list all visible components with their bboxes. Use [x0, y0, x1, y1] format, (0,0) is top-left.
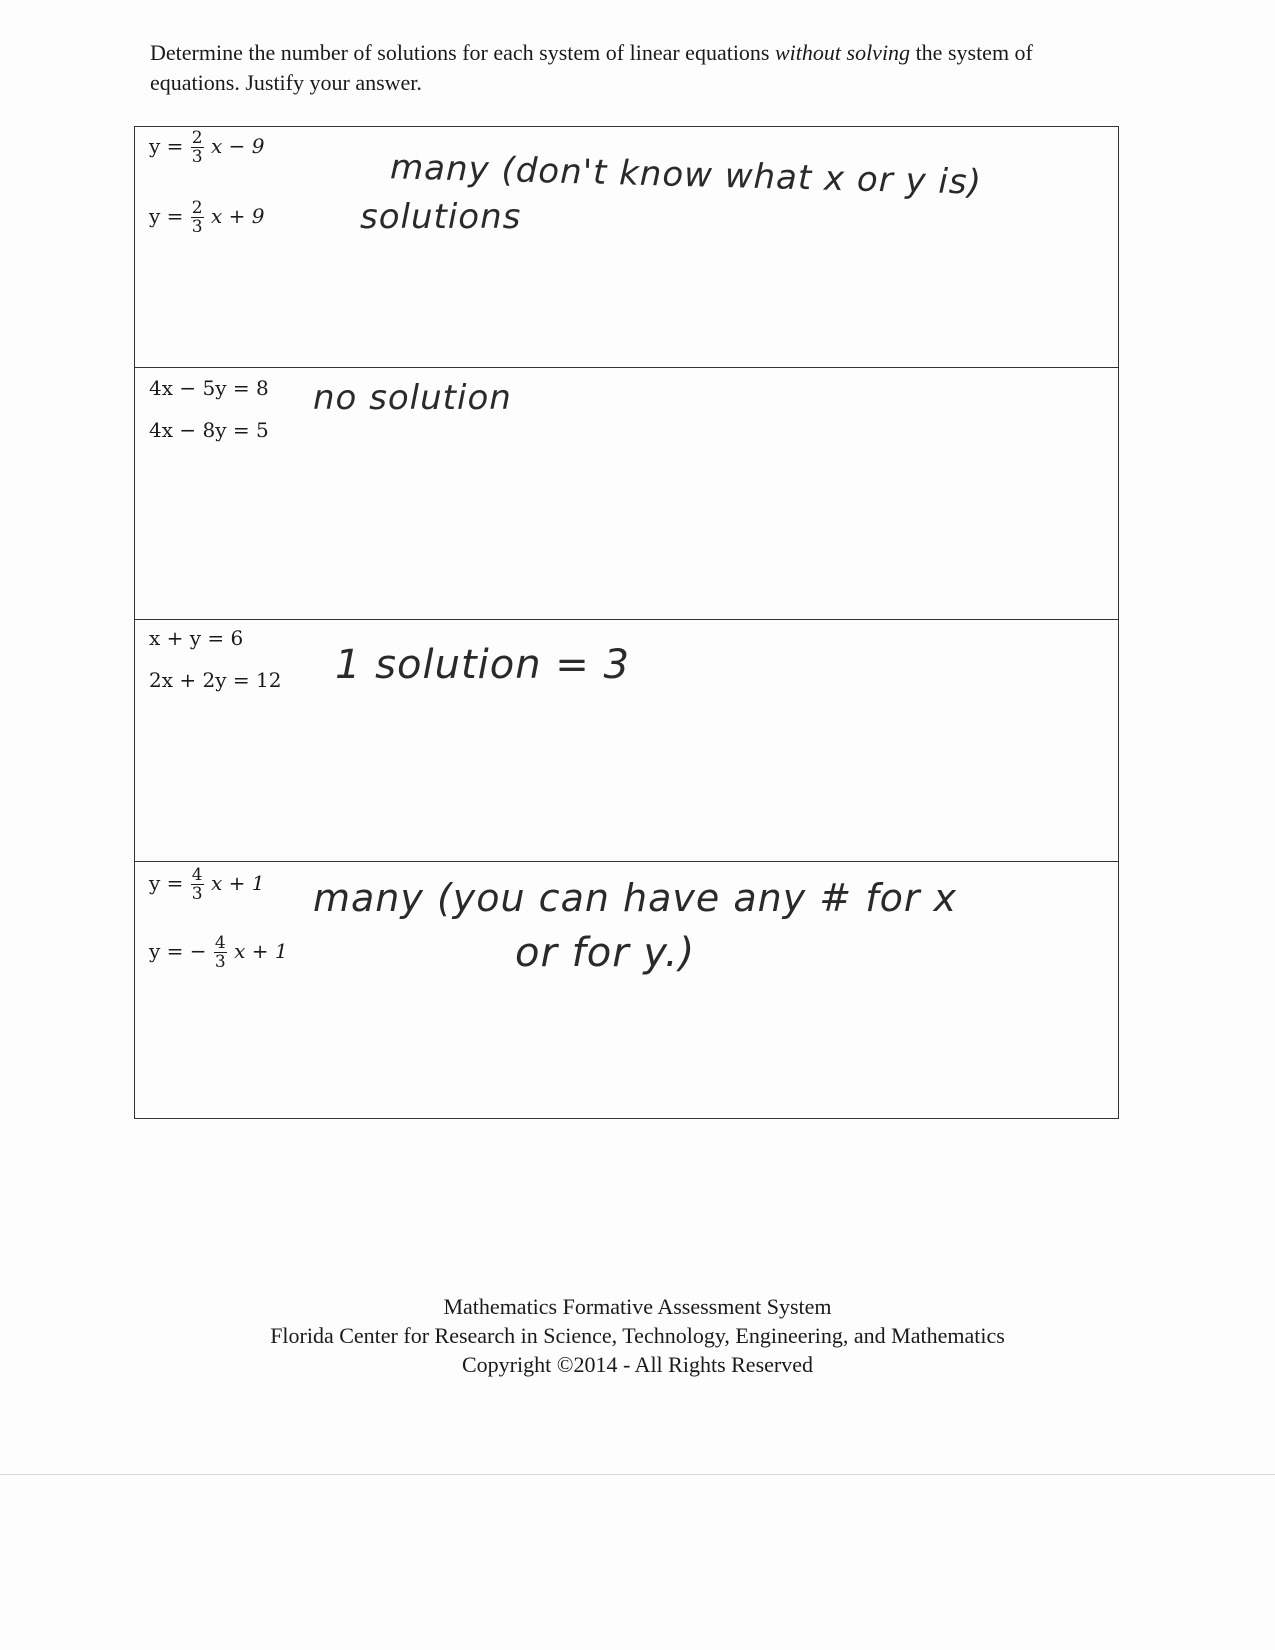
- footer-line-1: Mathematics Formative Assessment System: [443, 1294, 832, 1319]
- footer: [0, 1292, 1275, 1379]
- problem-3-equation-2: 2x + 2y = 12: [149, 668, 282, 692]
- fraction: $\frac{2}{3}$: [191, 128, 203, 167]
- problem-row-3: [135, 619, 1118, 862]
- scan-edge-line: [0, 1474, 1275, 1475]
- footer-line-2: Florida Center for Research in Science, Technology, Engineering, and Mathematics: [270, 1323, 1005, 1348]
- problem-4-equation-2: y = − $\frac{4}{3}$ x + 1: [149, 933, 288, 972]
- problem-2-answer: no solution: [313, 378, 512, 418]
- fraction: $\frac{4}{3}$: [191, 865, 203, 904]
- problem-1-answer-line-2: solutions: [360, 197, 522, 237]
- problem-1-answer-line-1: many (don't know what x or y is): [389, 147, 983, 203]
- instructions-text-2: the system of equations. Justify your answer.: [150, 40, 1033, 95]
- fraction: $\frac{2}{3}$: [191, 198, 203, 237]
- instructions-emphasis: without solving: [775, 40, 911, 65]
- footer-line-3: Copyright ©2014 - All Rights Reserved: [462, 1352, 813, 1377]
- problem-1-equation-2: y = $\frac{2}{3}$ x + 9: [149, 198, 265, 237]
- problem-1-equation-1: y = $\frac{2}{3}$ x − 9: [149, 128, 265, 167]
- problem-row-1: [135, 127, 1118, 367]
- problem-4-answer-line-1: many (you can have any # for x: [313, 876, 958, 920]
- problem-3-equation-1: x + y = 6: [149, 626, 244, 650]
- problem-4-equation-1: y = $\frac{4}{3}$ x + 1: [149, 865, 265, 904]
- instructions: [150, 38, 1070, 98]
- instructions-text-1: Determine the number of solutions for each system of linear equations: [150, 40, 775, 65]
- problem-4-answer-line-2: or for y.): [515, 930, 696, 976]
- problems-table: [134, 126, 1119, 1119]
- problem-3-answer: 1 solution = 3: [335, 642, 630, 688]
- problem-row-4: [135, 861, 1118, 1119]
- fraction: $\frac{4}{3}$: [214, 933, 226, 972]
- problem-row-2: [135, 367, 1118, 620]
- problem-2-equation-2: 4x − 8y = 5: [149, 418, 269, 442]
- problem-2-equation-1: 4x − 5y = 8: [149, 376, 269, 400]
